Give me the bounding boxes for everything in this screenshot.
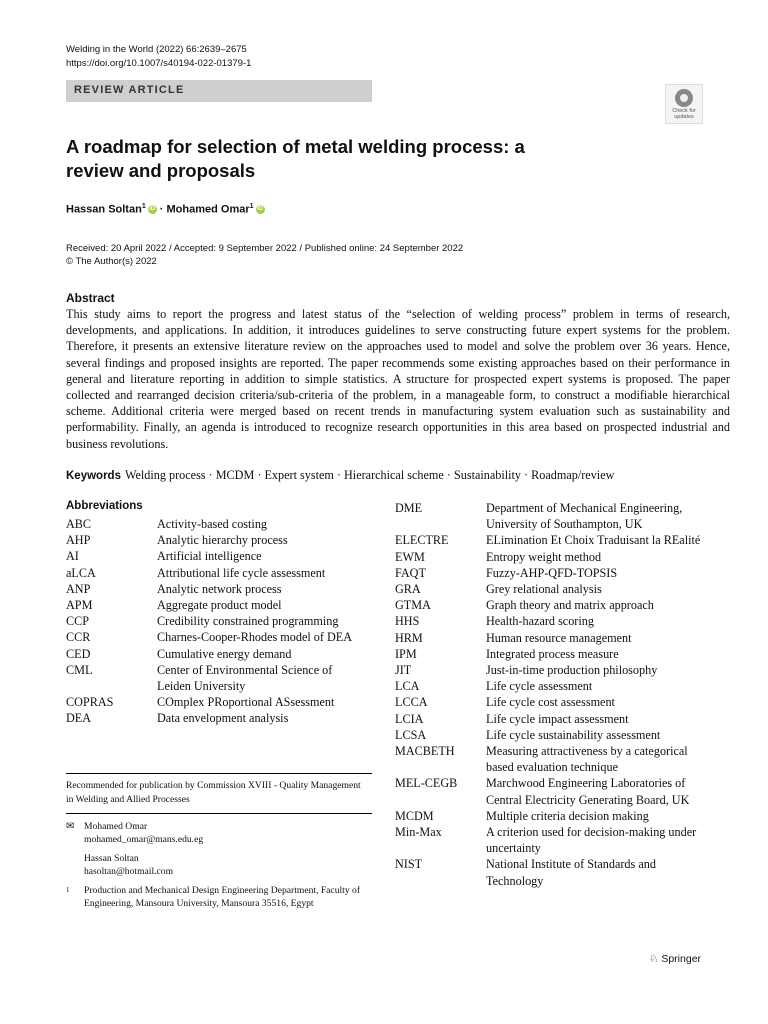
abbreviation: ELECTRE [395, 533, 449, 548]
abbreviation: ANP [66, 581, 91, 596]
abbreviation-row [395, 597, 713, 613]
abbreviation-definition: Life cycle sustainability assessment [486, 727, 661, 742]
dates: Received: 20 April 2022 / Accepted: 9 September 2022 / Published online: 24 September 2022 © The Author(s) 2022 [66, 243, 464, 267]
abbreviation-row [66, 694, 366, 710]
abbreviation-row [395, 500, 713, 532]
abbreviation: FAQT [395, 565, 426, 580]
keywords: Keywords Welding process · MCDM · Expert system · Hierarchical scheme · Sustainability · Roadmap/review [66, 468, 615, 482]
abbreviation-row [395, 694, 713, 710]
abbreviation-row [395, 727, 713, 743]
abbreviation: COPRAS [66, 695, 114, 710]
abbreviation: aLCA [66, 565, 96, 580]
abbreviation-row [66, 548, 366, 564]
check-for-updates-badge[interactable]: Check for updates [665, 84, 703, 124]
abbreviation-definition: Life cycle cost assessment [486, 695, 615, 710]
abbreviation: HRM [395, 630, 423, 645]
abbreviation-definition: Life cycle impact assessment [486, 711, 629, 726]
journal-info [66, 43, 251, 71]
crossmark-icon [675, 89, 693, 107]
abbreviation-definition: Health-hazard scoring [486, 614, 594, 629]
abbreviation-definition: Analytic hierarchy process [157, 533, 288, 548]
abbreviation-definition: Analytic network process [157, 581, 282, 596]
abbreviation-definition: Just-in-time production philosophy [486, 663, 658, 678]
correspondence: ✉ Mohamed Omar mohamed_omar@mans.edu.eg Hassan Soltan hasoltan@hotmail.com 1 Production and Mechanical Design Engineering Department, Faculty of Engineering, Mansoura University, Mansoura 35516, Egypt [66, 820, 372, 910]
abbreviation-definition: Artificial intelligence [157, 549, 262, 564]
abbreviation: NIST [395, 857, 423, 872]
abbreviation-definition: Data envelopment analysis [157, 711, 289, 726]
abbreviation-row [395, 549, 713, 565]
abbreviation-definition: Charnes-Cooper-Rhodes model of DEA [157, 630, 353, 645]
abbreviation-definition: Multiple criteria decision making [486, 808, 649, 823]
abbreviation: CML [66, 662, 93, 677]
paper-title: A roadmap for selection of metal welding process: a review and proposals [66, 136, 525, 181]
abbreviation-definition: COmplex PRoportional ASsessment [157, 695, 335, 710]
abbreviation: IPM [395, 646, 417, 661]
abbreviation-row [395, 532, 713, 548]
journal-citation: Welding in the World (2022) 66:2639–2675 [66, 44, 247, 55]
abbreviation: LCA [395, 679, 420, 694]
abbreviation-row [66, 613, 366, 629]
abbreviation-definition: Graph theory and matrix approach [486, 598, 654, 613]
abbreviation: CED [66, 646, 91, 661]
abbreviation-definition: Marchwood Engineering Laboratories of Central Electricity Generating Board, UK [486, 776, 690, 807]
abbreviation-definition: ELimination Et Choix Traduisant la REalité [486, 533, 701, 548]
abbreviation-definition: Human resource management [486, 630, 632, 645]
abbreviation-row [395, 613, 713, 629]
abbreviation-row [395, 775, 713, 807]
abbreviation-row [395, 581, 713, 597]
orcid-icon[interactable]: iD [149, 206, 156, 213]
abbreviation-row [66, 565, 366, 581]
abbreviation-definition: Fuzzy-AHP-QFD-TOPSIS [486, 565, 618, 580]
abbreviation: EWM [395, 549, 425, 564]
abbreviation-row [395, 808, 713, 824]
recommendation-note: Recommended for publication by Commission XVIII - Quality Management in Welding and Allied Processes [66, 780, 361, 805]
abbreviation-row [66, 597, 366, 613]
abbreviation: CCR [66, 630, 91, 645]
abbreviation-definition: Aggregate product model [157, 598, 282, 613]
divider [66, 813, 372, 814]
abbreviation: GTMA [395, 598, 431, 613]
abbreviation-row [395, 824, 713, 856]
abbreviation: JIT [395, 663, 412, 678]
email-link[interactable]: mohamed_omar@mans.edu.eg [84, 834, 204, 845]
abbreviation: ABC [66, 517, 92, 531]
orcid-icon[interactable]: iD [257, 206, 264, 213]
abbreviation-definition: Credibility constrained programming [157, 614, 339, 629]
abbreviation-row [395, 678, 713, 694]
abbreviation-definition: Integrated process measure [486, 646, 619, 661]
abbreviation: APM [66, 598, 93, 613]
abbreviation-row [395, 565, 713, 581]
abbreviation-row [395, 646, 713, 662]
article-type-banner: REVIEW ARTICLE [66, 80, 372, 102]
abbreviation-row [66, 516, 366, 532]
abbreviation-row [66, 710, 366, 726]
abstract-text: This study aims to report the progress and latest status of the “selection of welding process” problem in terms of research, developments, and applications. In addition, it introduces guidelines to serve constructing future expert systems for the problem. Therefore, it presents an extensive literature review on the approaches used to model and solve the problem over 36 years. Hence, several findings and proposed insights are reported. The paper recommends some existing approaches based on their performance in general and literature reporting in addition to simple statistics. A structure for prospected expert systems is proposed. The paper collected and rearranged decision criteria/sub-criteria of the problem, in a manageable form, to construct a modifiable hierarchical scheme. Additional criteria were merged based on recent trends in manufacturing system evaluation such as sustainability and performability. Finally, an agenda is introduced to recognize research opportunities in this area based on prospected industrial and business revolutions. [66, 307, 730, 451]
abbreviation-row [66, 646, 366, 662]
abbreviation: CCP [66, 614, 90, 629]
abbreviation: Min-Max [395, 825, 442, 840]
abbreviation-row [66, 581, 366, 597]
abbreviation: LCCA [395, 695, 428, 710]
abbreviation: MCDM [395, 808, 434, 823]
abbreviation: GRA [395, 582, 421, 597]
abbreviation-definition: Life cycle assessment [486, 679, 593, 694]
abbreviation: MEL-CEGB [395, 776, 458, 791]
abbreviation-definition: National Institute of Standards and Technology [486, 857, 656, 888]
divider [66, 773, 372, 774]
abbreviation: AHP [66, 533, 91, 548]
abbreviations-right [395, 500, 713, 889]
abbreviation: DME [395, 501, 423, 515]
abbreviation: LCSA [395, 727, 427, 742]
abbreviations-left [66, 516, 366, 727]
abbreviation-row [66, 532, 366, 548]
abbreviation-definition: A criterion used for decision-making under uncertainty [486, 825, 697, 856]
abbreviation-definition: Attributional life cycle assessment [157, 565, 326, 580]
affiliation: Production and Mechanical Design Engineering Department, Faculty of Engineering, Mansoura University, Mansoura 35516, Egypt [84, 885, 361, 909]
abbreviation-row [395, 743, 713, 775]
abbreviation: MACBETH [395, 744, 455, 759]
abbreviations-heading: Abbreviations [66, 500, 143, 512]
abbreviation-row [395, 662, 713, 678]
mail-icon: ✉ [66, 821, 75, 832]
abbreviation-definition: Entropy weight method [486, 549, 602, 564]
abstract-heading: Abstract [66, 291, 115, 305]
abbreviation-row [66, 629, 366, 645]
abbreviation-definition: Activity-based costing [157, 517, 268, 531]
springer-horse-icon: ♘ [649, 953, 659, 965]
abbreviation-definition: Cumulative energy demand [157, 646, 292, 661]
abbreviation-row [395, 630, 713, 646]
abbreviation-row [395, 856, 713, 888]
doi-link[interactable]: https://doi.org/10.1007/s40194-022-01379-1 [66, 58, 252, 69]
abbreviation-definition: Center of Environmental Science of Leiden University [157, 662, 333, 694]
abbreviation: LCIA [395, 711, 424, 726]
abbreviation-definition: Department of Mechanical Engineering, University of Southampton, UK [486, 501, 683, 532]
abbreviation: AI [66, 549, 79, 564]
abbreviation-row [66, 662, 366, 694]
abbreviation: HHS [395, 614, 420, 629]
author-list: Hassan Soltan$^1$ iD · Mohamed Omar$^1$ iD [66, 203, 264, 216]
email-link[interactable]: hasoltan@hotmail.com [84, 866, 174, 877]
abbreviation-row [395, 711, 713, 727]
abbreviation-definition: Measuring attractiveness by a categorical based evaluation technique [486, 744, 688, 775]
abbreviation: DEA [66, 711, 92, 726]
author-name[interactable]: Hassan Soltan [66, 203, 142, 216]
author-name[interactable]: Mohamed Omar [166, 203, 250, 216]
abbreviation-definition: Grey relational analysis [486, 582, 602, 597]
publisher-logo: ♘ Springer [649, 953, 702, 965]
